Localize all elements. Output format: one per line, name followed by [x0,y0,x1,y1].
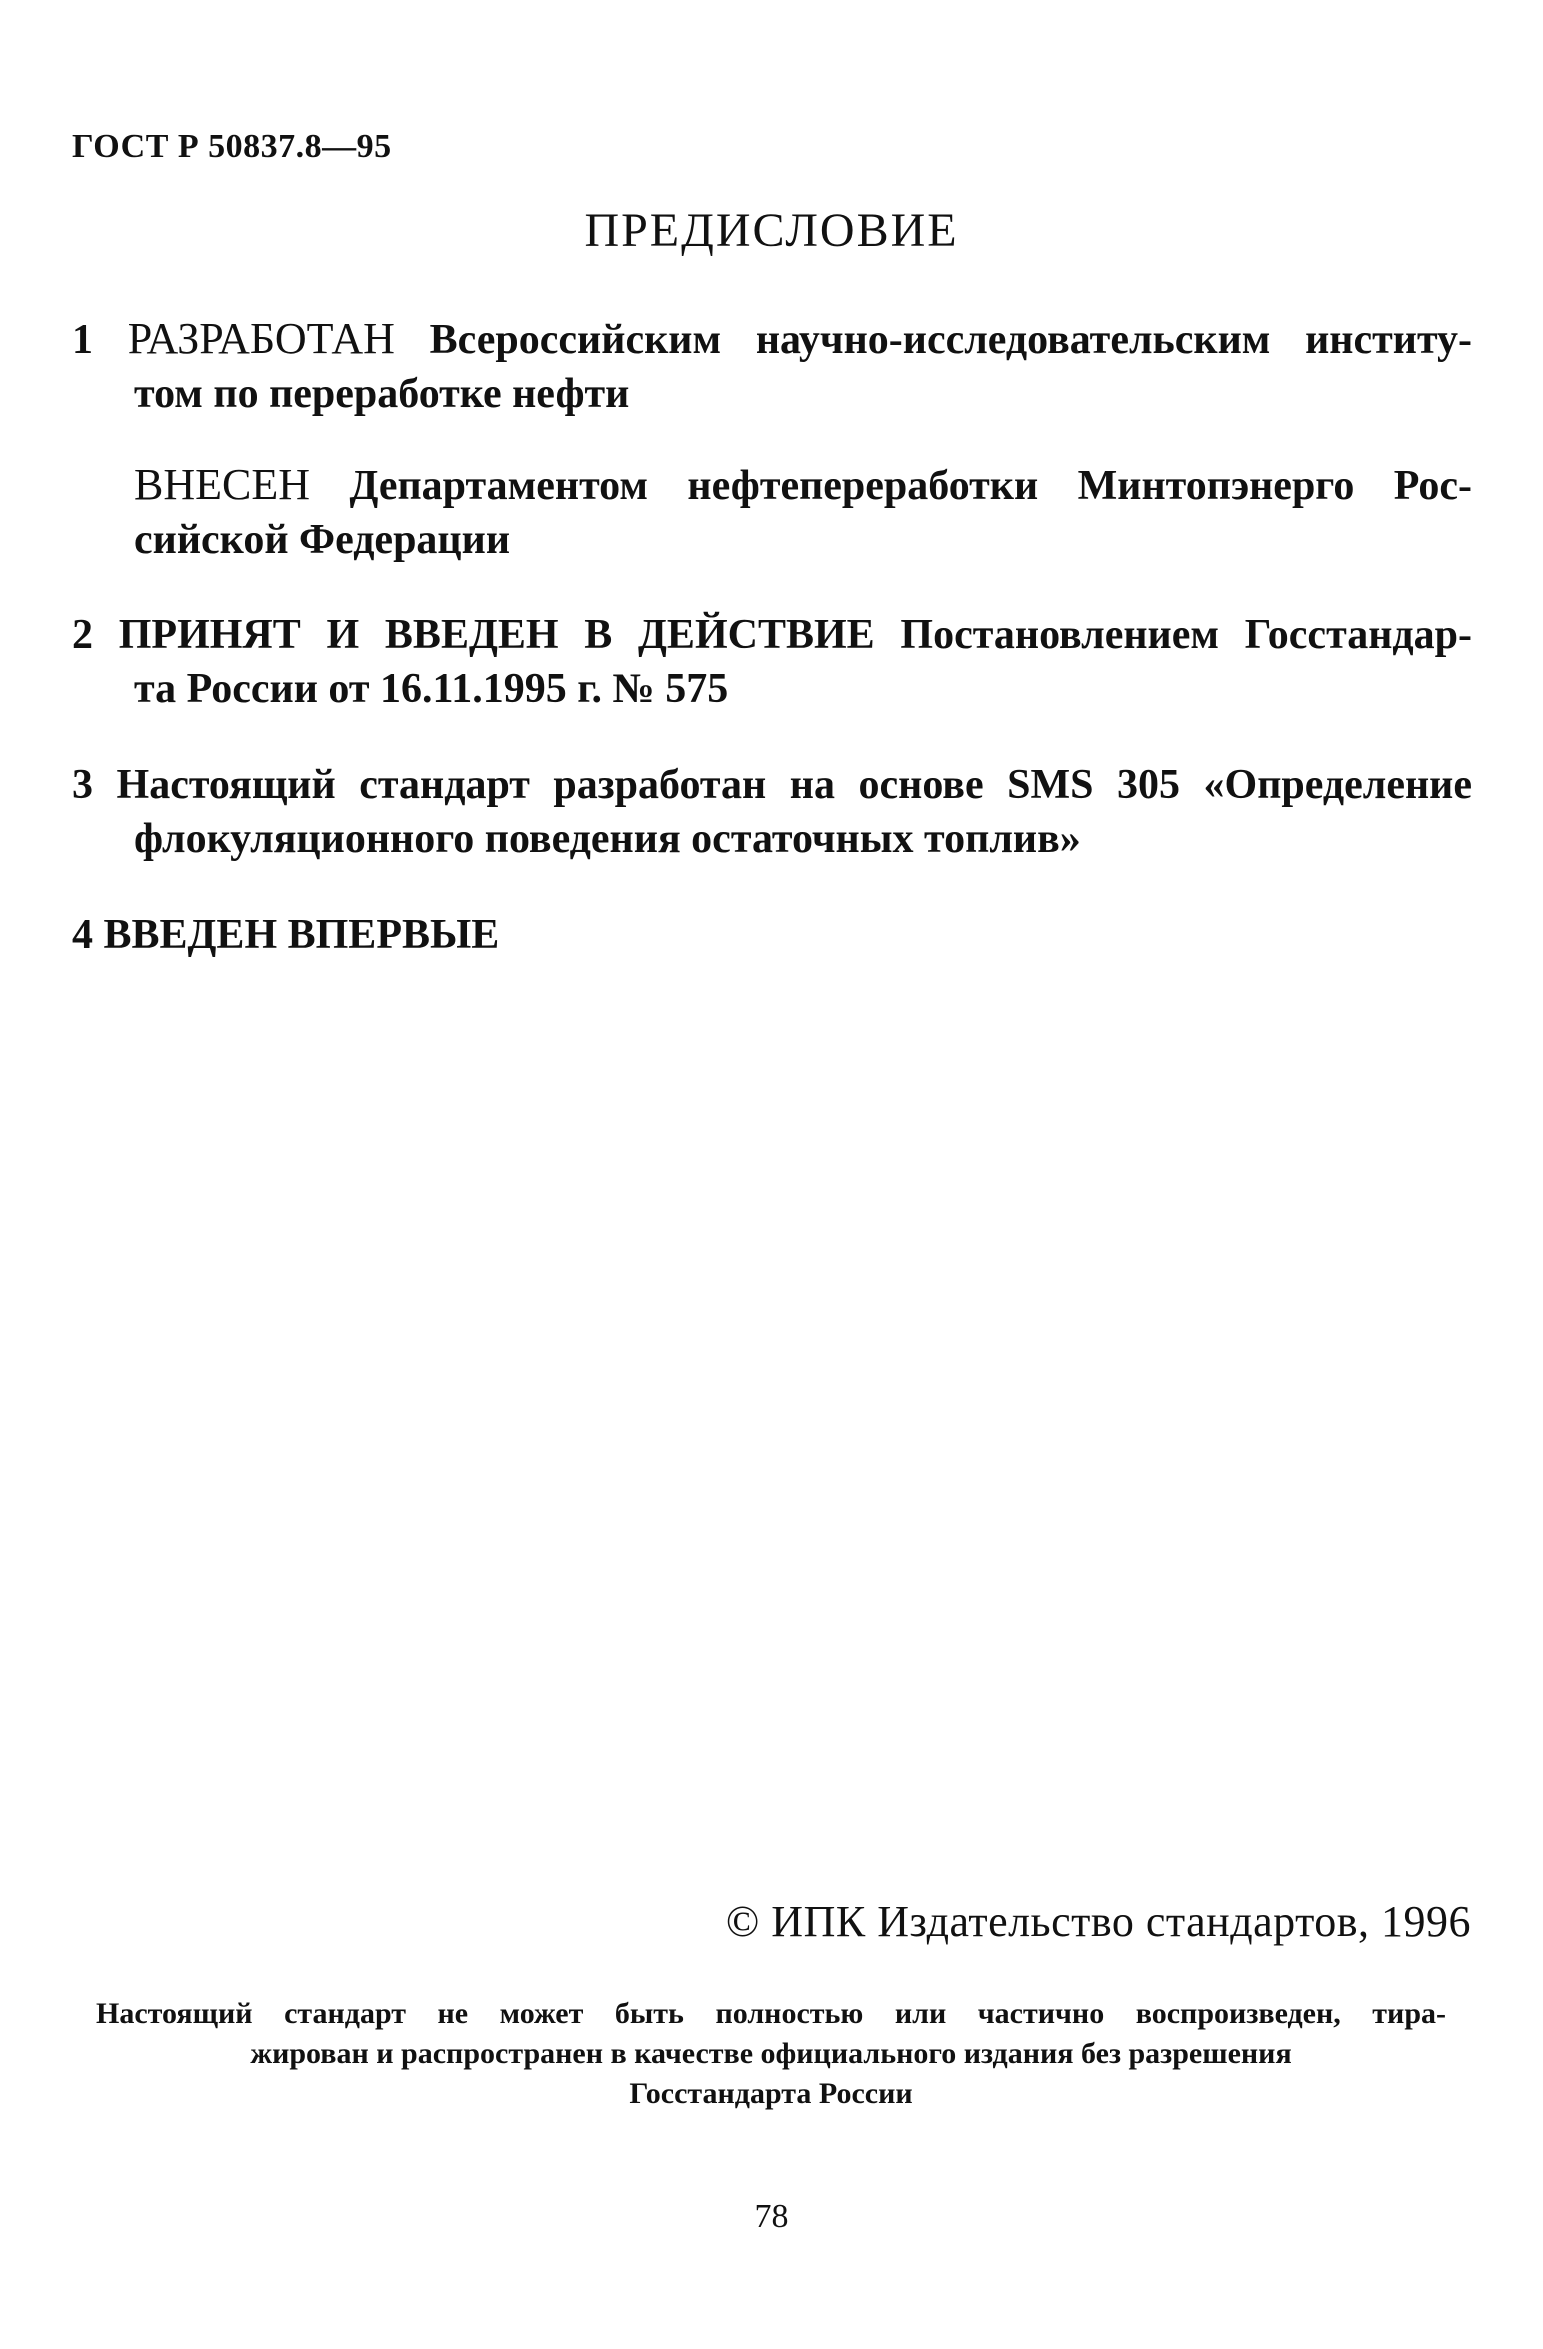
preface-item-4 [72,908,1472,962]
preface-item-1-line-2: том по переработке нефти [134,371,630,417]
item-text: Постановлением Госстандар- [900,612,1473,658]
preface-item-3 [72,758,1472,866]
item-text: Настоящий стандарт разработан на основе SMS 305 «Определение [116,762,1472,808]
preface-item-2 [72,608,1472,716]
preface-item-1-line-1 [72,312,1472,367]
notice-line-3: Госстандарта России [629,2077,913,2110]
preface-item-1 [72,312,1472,421]
notice-line-1: Настоящий стандарт не может быть полностью или частично воспроизведен, тира- [96,1997,1446,2030]
item-lead: ПРИНЯТ И ВВЕДЕН В ДЕЙСТВИЕ [118,612,875,658]
item-text: Департаментом нефтепереработки Минтопэнерго Рос- [349,463,1472,509]
item-lead: ВВЕДЕН ВПЕРВЫЕ [103,912,500,958]
reproduction-notice [96,1994,1446,2114]
preface-item-1b-line-1 [134,458,1472,513]
item-number: 1 [72,317,93,363]
preface-item-2-line-1 [72,608,1472,662]
item-lead: ВНЕСЕН [134,460,310,509]
page-title: ПРЕДИСЛОВИЕ [584,204,959,257]
item-text: Всероссийским научно-исследовательским институ- [429,317,1473,363]
item-number: 2 [72,612,93,658]
preface-item-1b-line-2: сийской Федерации [134,517,511,563]
preface-item-2-line-2: та России от 16.11.1995 г. № 575 [134,666,729,712]
document-code: ГОСТ Р 50837.8—95 [72,128,392,165]
preface-item-4-line-1 [72,908,1472,962]
preface-item-3-line-1 [72,758,1472,812]
preface-item-3-line-2: флокуляционного поведения остаточных топлив» [134,816,1081,862]
item-lead: РАЗРАБОТАН [127,314,395,363]
page-number: 78 [754,2198,789,2235]
notice-line-2: жирован и распространен в качестве официального издания без разрешения [250,2037,1292,2070]
item-number: 3 [72,762,93,808]
item-number: 4 [72,912,93,958]
preface-item-1b [134,458,1472,567]
copyright-notice: © ИПК Издательство стандартов, 1996 [725,1897,1471,1946]
